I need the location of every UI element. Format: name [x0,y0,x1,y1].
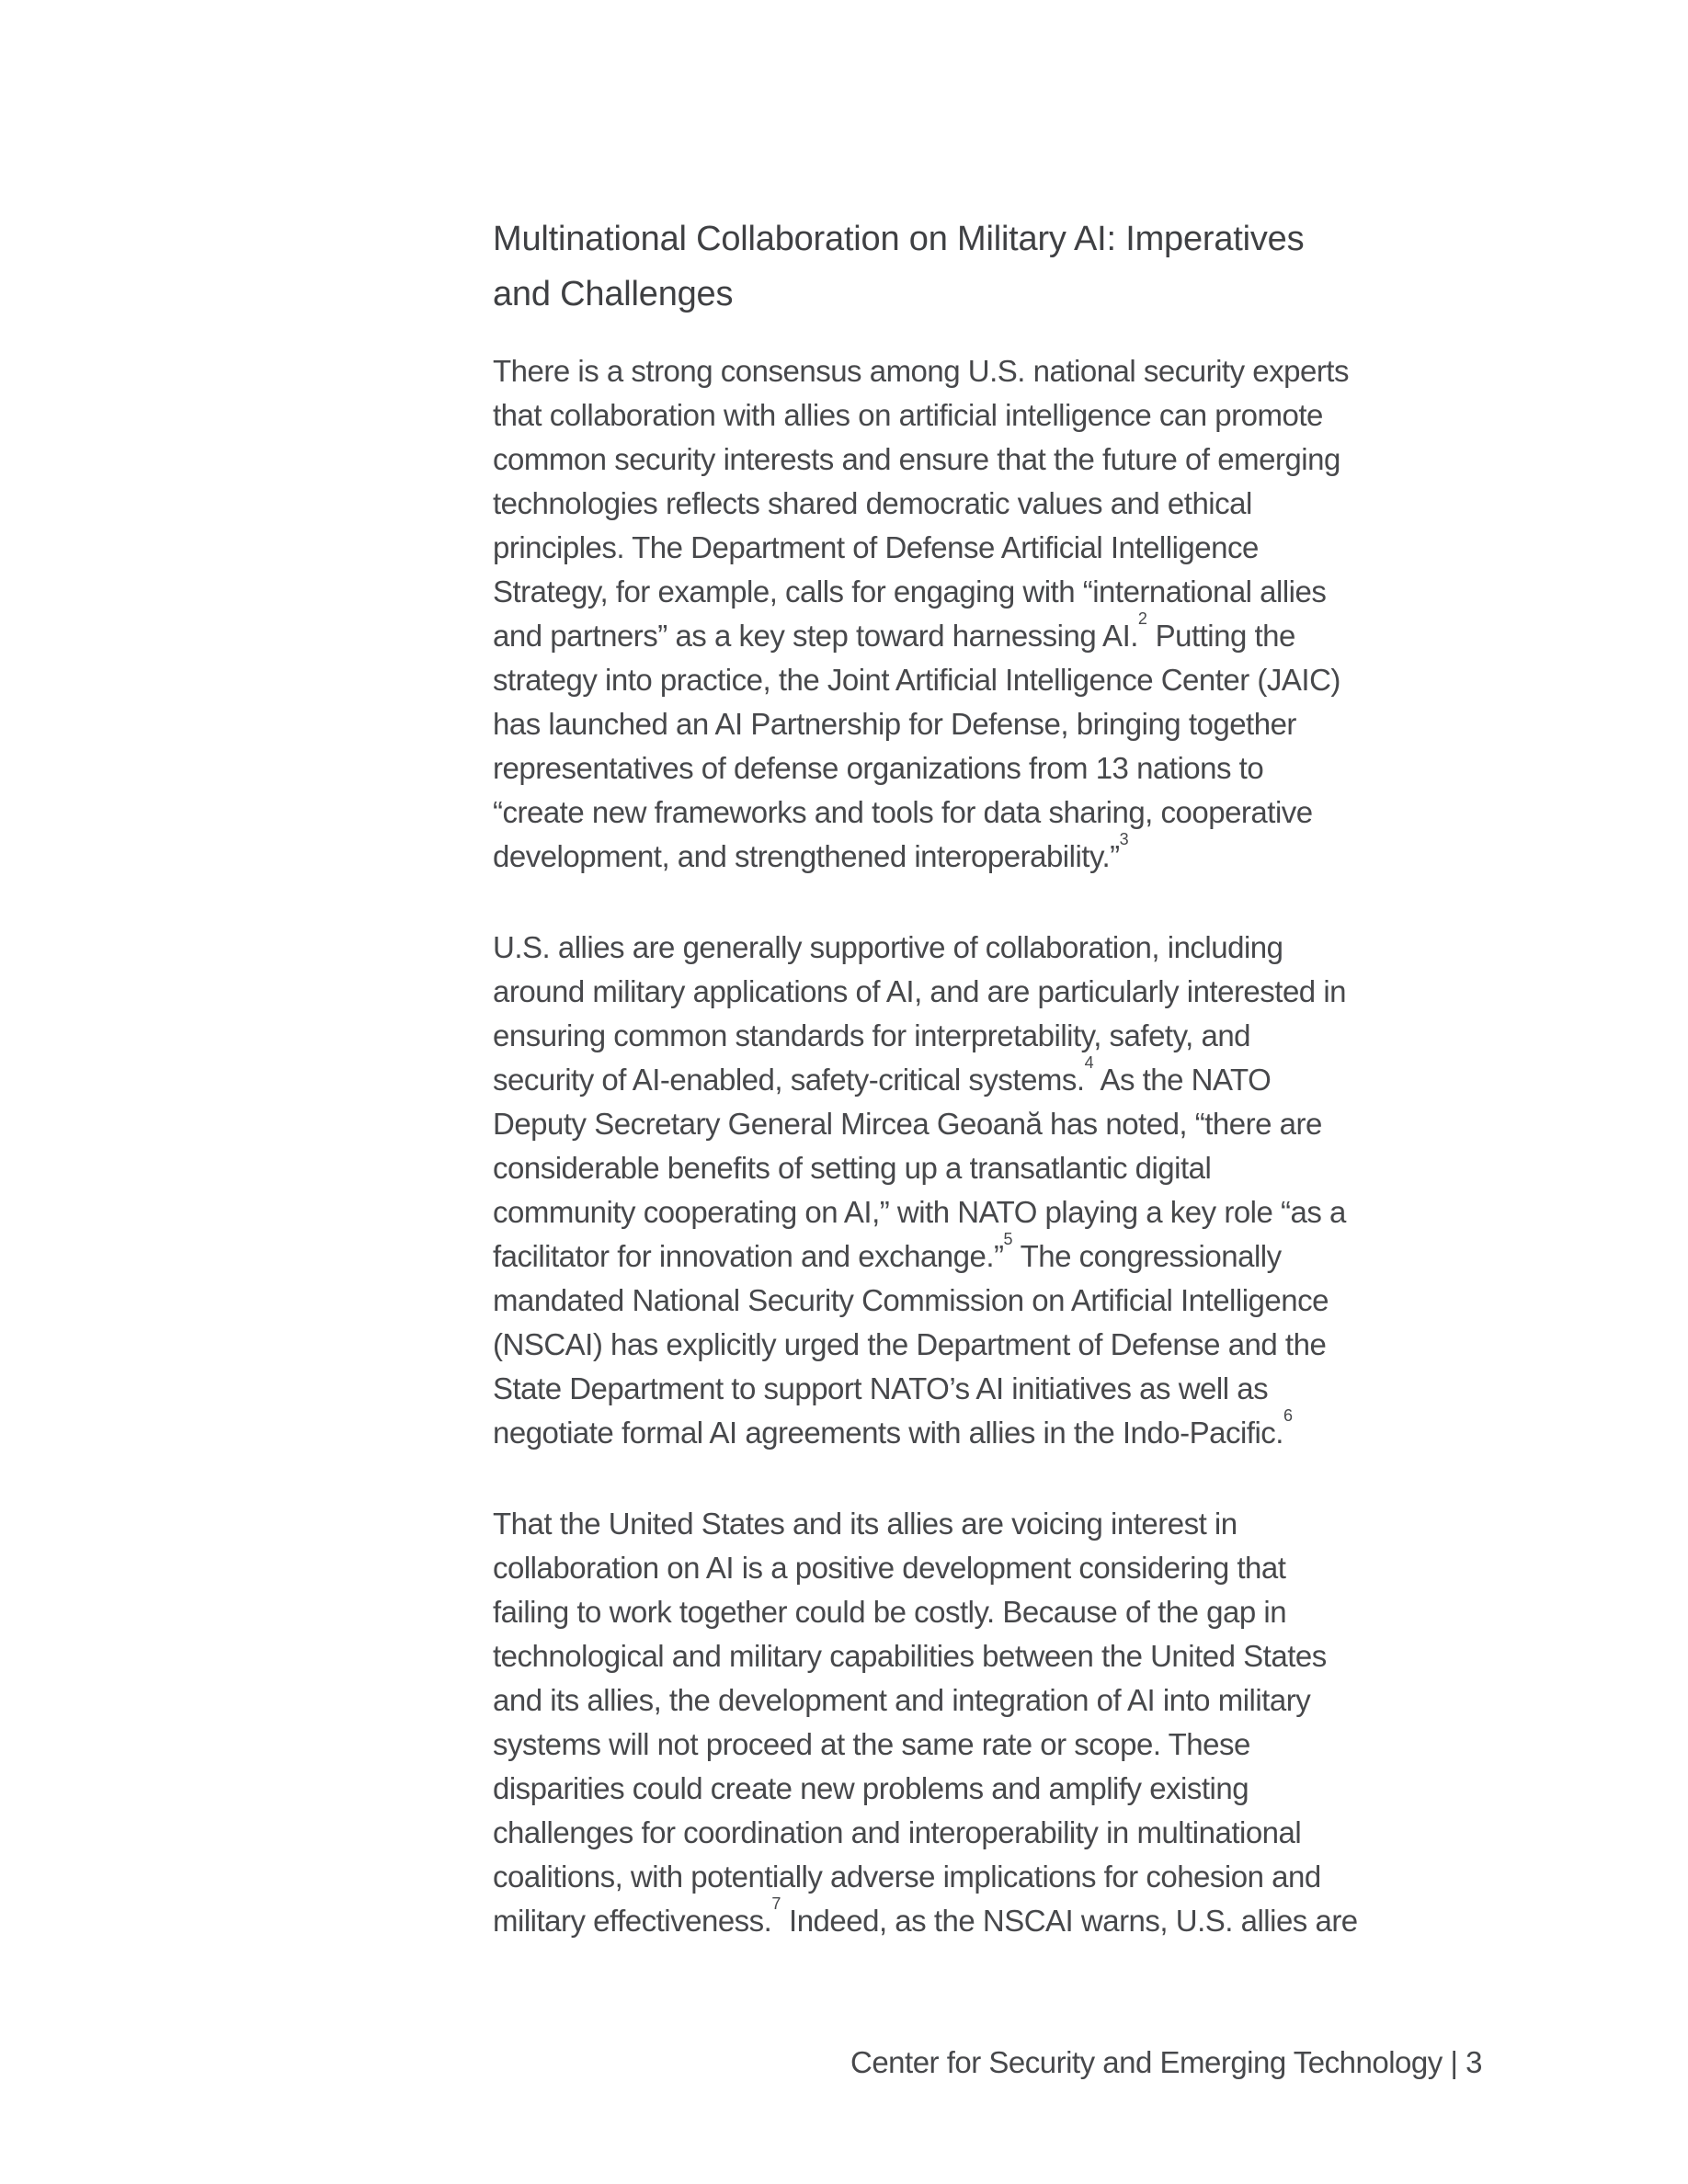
text-segment: coalitions, with potentially adverse implications for cohesion and [493,1860,1321,1894]
text-line [493,1767,1471,1811]
text-segment: ensuring common standards for interpretability, safety, and [493,1018,1251,1052]
text-segment: Strategy, for example, calls for engaging with “international allies [493,574,1327,609]
text-segment: that collaboration with allies on artificial intelligence can promote [493,398,1323,432]
text-segment: “create new frameworks and tools for data sharing, cooperative [493,795,1313,829]
text-line [493,1406,1471,1455]
text-line [493,1590,1471,1634]
text-segment: U.S. allies are generally supportive of collaboration, including [493,930,1283,964]
text-segment: considerable benefits of setting up a transatlantic digital [493,1151,1212,1185]
footnote-reference: 3 [1119,830,1129,848]
text-segment: Putting the [1146,619,1295,653]
text-line [493,1678,1471,1723]
text-segment: representatives of defense organizations from 13 nations to [493,751,1264,785]
page-footer [850,2041,1482,2085]
text-segment: facilitator for innovation and exchange.” [493,1239,1004,1273]
footnote-reference: 5 [1003,1230,1013,1248]
text-segment: security of AI-enabled, safety-critical systems. [493,1063,1085,1097]
text-line [493,609,1471,658]
text-line [493,1323,1471,1367]
text-segment: There is a strong consensus among U.S. national security experts [493,354,1349,388]
text-line [493,791,1471,835]
text-line [493,1855,1471,1899]
text-line [493,1502,1471,1546]
text-segment: Deputy Secretary General Mircea Geoană has noted, “there are [493,1107,1322,1141]
text-segment: That the United States and its allies are voicing interest in [493,1507,1237,1541]
paragraph [493,926,1471,1455]
text-segment: As the NATO [1093,1063,1272,1097]
text-line [493,830,1471,879]
text-line [493,482,1471,526]
paragraph [493,349,1471,879]
article-body [493,349,1471,1943]
text-line [493,658,1471,702]
text-segment: principles. The Department of Defense Artificial Intelligence [493,530,1259,564]
text-line [493,1894,1471,1943]
text-line [493,1014,1471,1058]
text-segment: systems will not proceed at the same rate or scope. These [493,1727,1250,1761]
text-segment: State Department to support NATO’s AI initiatives as well as [493,1371,1269,1405]
text-line [493,970,1471,1014]
text-segment: strategy into practice, the Joint Artificial Intelligence Center (JAIC) [493,663,1340,697]
text-segment: common security interests and ensure that the future of emerging [493,442,1340,476]
text-segment: technological and military capabilities between the United States [493,1639,1327,1673]
footnote-reference: 2 [1137,609,1147,628]
footnote-reference: 7 [771,1894,781,1913]
text-line [493,438,1471,482]
text-line [493,702,1471,746]
text-segment: collaboration on AI is a positive development considering that [493,1551,1286,1585]
text-line [493,926,1471,970]
footer-text: Center for Security and Emerging Technology | 3 [850,2045,1482,2079]
text-line [493,349,1471,393]
text-segment: development, and strengthened interoperability.” [493,839,1120,873]
text-segment: technologies reflects shared democratic values and ethical [493,486,1252,520]
text-line [493,1053,1471,1102]
text-line [493,1634,1471,1678]
text-line [493,1102,1471,1146]
text-segment: military effectiveness. [493,1904,772,1938]
text-line [493,1367,1471,1411]
text-line [493,1546,1471,1590]
text-segment: has launched an AI Partnership for Defense, bringing together [493,707,1296,741]
text-line [493,746,1471,791]
text-line [493,526,1471,570]
text-segment: negotiate formal AI agreements with allies in the Indo-Pacific. [493,1416,1283,1450]
text-line [493,570,1471,614]
text-segment: disparities could create new problems and amplify existing [493,1771,1249,1805]
text-segment: The congressionally [1012,1239,1282,1273]
text-segment: around military applications of AI, and are particularly interested in [493,974,1347,1008]
page-title [493,211,1471,322]
text-segment: mandated National Security Commission on Artificial Intelligence [493,1283,1329,1317]
text-line [493,1230,1471,1279]
text-segment: community cooperating on AI,” with NATO playing a key role “as a [493,1195,1346,1229]
paragraph [493,1502,1471,1943]
text-segment: challenges for coordination and interoperability in multinational [493,1815,1302,1849]
text-segment: Indeed, as the NSCAI warns, U.S. allies are [781,1904,1358,1938]
text-line [493,1279,1471,1323]
page-content [493,211,1471,1990]
text-line [493,1723,1471,1767]
text-line [493,1811,1471,1855]
text-line [493,1146,1471,1190]
page-title-line: Multinational Collaboration on Military AI: Imperatives [493,220,1305,258]
footnote-reference: 6 [1283,1406,1293,1425]
footnote-reference: 4 [1084,1053,1094,1072]
text-segment: and partners” as a key step toward harnessing AI. [493,619,1138,653]
text-line [493,1190,1471,1234]
text-segment: (NSCAI) has explicitly urged the Department of Defense and the [493,1327,1327,1361]
text-segment: and its allies, the development and integration of AI into military [493,1683,1311,1717]
text-segment: failing to work together could be costly. Because of the gap in [493,1595,1287,1629]
page-title-line: and Challenges [493,275,734,313]
text-line [493,393,1471,438]
